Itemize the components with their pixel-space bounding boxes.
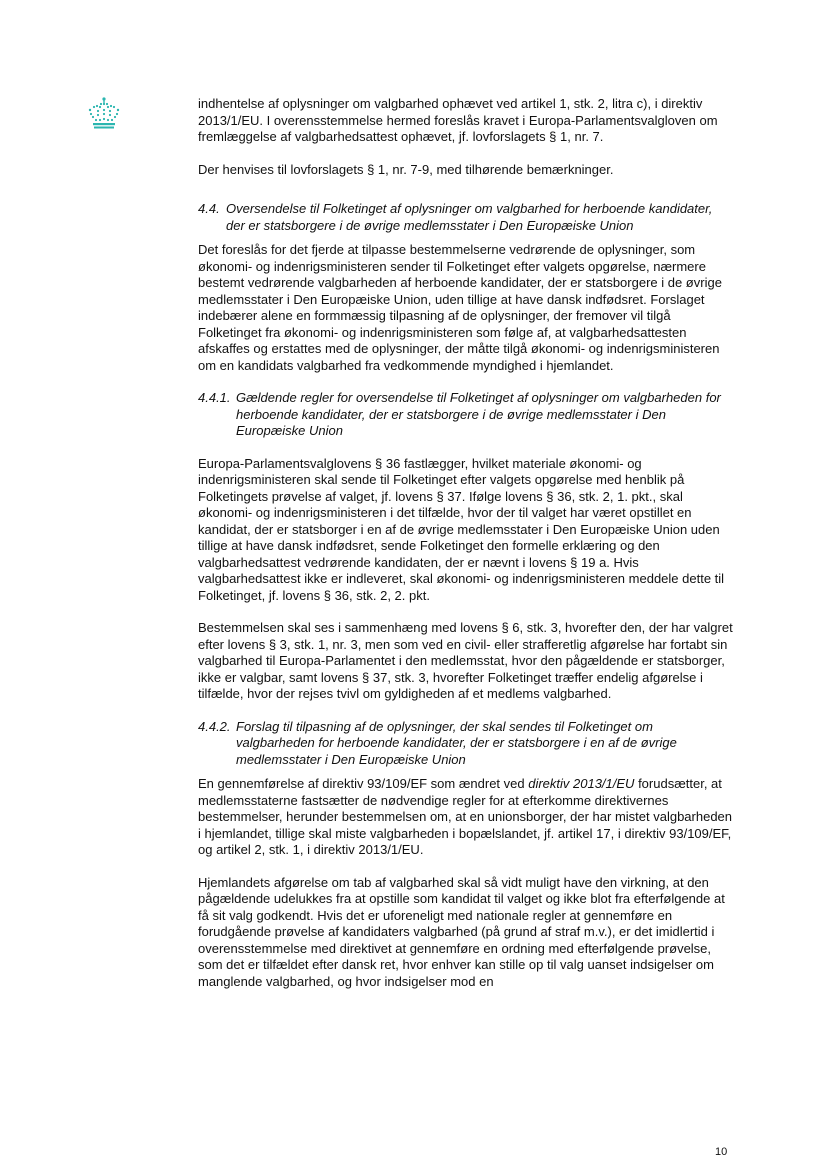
paragraph-text: forudsætter, at medlemsstaterne fastsætter de nødvendige regler for at efterkomme direktivernes bestemmelser, herunder bestemmelsen om, at en unionsborger, der har mistet valgbarheden i hjemlandet, tillige skal miste valgbarheden i bopælslandet, jf. artikel 17, i direktiv 93/109/EF, og artikel 2, stk. 1, i direktiv 2013/1/EU.	[198, 776, 733, 857]
section-number: 4.4.	[198, 201, 220, 216]
section-heading-4-4	[198, 201, 733, 234]
paragraph: Det foreslås for det fjerde at tilpasse bestemmelserne vedrørende de oplysninger, som økonomi- og indenrigsministeren sender til Folketinget efter valgets opgørelse, nærmere bestemt vedrørende valgbarheden af herboende kandidater, der er statsborgere i de øvrige medlemsstater i Den Europæiske Union, uden tillige at have dansk indfødsret. Forslaget indebærer alene en formmæssig tilpasning af de oplysninger, der fremover vil tilgå Folketinget fra økonomi- og indenrigsministeren som følge af, at valgbarhedsattesten afskaffes og erstattes med de oplysninger, der måtte tilgå økonomi- og indenrigsministeren om en kandidats valgbarhed fra vedkommende myndighed i hjemlandet.	[198, 242, 722, 373]
section-number: 4.4.1.	[198, 390, 231, 405]
paragraph: Bestemmelsen skal ses i sammenhæng med lovens § 6, stk. 3, hvorefter den, der har valgret efter lovens § 3, stk. 1, nr. 3, men som ved en civil- eller strafferetlig afgørelse har fortabt sin valgbarhed til Europa-Parlamentet i den medlemsstat, hvor den pågældende er statsborger, ikke er valgbar, samt lovens § 37, stk. 3, hvorefter Folketinget træffer endelig afgørelse i tilfælde, hvor der rejses tvivl om gyldigheden af et medlems valgbarhed.	[198, 620, 733, 701]
paragraph: Hjemlandets afgørelse om tab af valgbarhed skal så vidt muligt have den virkning, at den pågældende udelukkes fra at opstille som kandidat til valget og ikke blot fra efterfølgende at få sit valg godkendt. Hvis det er uforeneligt med nationale regler at gennemføre en forudgående prøvelse af kandidaters valgbarhed (på grund af straf m.v.), er det imidlertid i overensstemmelse med direktivet at gennemføre en ordning med efterfølgende prøvelse, som det er tilfældet efter dansk ret, hvor enhver kan stille op til valg uanset indsigelser om manglende valgbarhed, og hvor indsigelser mod en	[198, 874, 725, 989]
document-body	[198, 96, 733, 990]
page-number: 10	[715, 1146, 728, 1158]
section-title: Oversendelse til Folketinget af oplysninger om valgbarhed for herboende kandidater, der er statsborgere i de øvrige medlemsstater i Den Europæiske Union	[226, 201, 713, 233]
paragraph: Der henvises til lovforslagets § 1, nr. 7-9, med tilhørende bemærkninger.	[198, 161, 614, 177]
directive-reference: direktiv 2013/1/EU	[528, 776, 635, 791]
paragraph: indhentelse af oplysninger om valgbarhed ophævet ved artikel 1, stk. 2, litra c), i direktiv 2013/1/EU. I overensstemmelse hermed foreslås kravet i Europa-Parlamentsvalgloven om fremlæggelse af valgbarhedsattest ophævet, jf. lovforslagets § 1, nr. 7.	[198, 96, 718, 144]
section-heading-4-4-1	[198, 390, 733, 440]
section-title: Gældende regler for oversendelse til Folketinget af oplysninger om valgbarheden for herboende kandidater, der er statsborgere i de øvrige medlemsstater i Den Europæiske Union	[236, 390, 721, 438]
paragraph	[198, 776, 733, 859]
crown-icon	[86, 96, 122, 130]
paragraph: Europa-Parlamentsvalglovens § 36 fastlægger, hvilket materiale økonomi- og indenrigsministeren skal sende til Folketinget efter valgets opgørelse med henblik på Folketingets prøvelse af valget, jf. lovens § 37. Ifølge lovens § 36, stk. 2, 1. pkt., skal økonomi- og indenrigsministeren i det tilfælde, hvor der til valget har været opstillet en kandidat, der er statsborger i en af de øvrige medlemsstater i Den Europæiske Union uden tillige at have dansk indfødsret, sende Folketinget den formelle erklæring og den valgbarhedsattest vedrørende kandidaten, der er nævnt i lovens § 19 a. Hvis valgbarhedsattest ikke er indleveret, skal økonomi- og indenrigsministeren meddele dette til Folketinget, jf. lovens § 36, stk. 2, 2. pkt.	[198, 455, 725, 603]
section-number: 4.4.2.	[198, 718, 231, 734]
section-title: Forslag til tilpasning af de oplysninger, der skal sendes til Folketinget om valgbarheden for herboende kandidater, der er statsborgere i en af de øvrige medlemsstater i Den Europæiske Union	[236, 718, 677, 767]
paragraph-text: En gennemførelse af direktiv 93/109/EF som ændret ved	[198, 776, 529, 791]
section-heading-4-4-2	[198, 719, 733, 769]
